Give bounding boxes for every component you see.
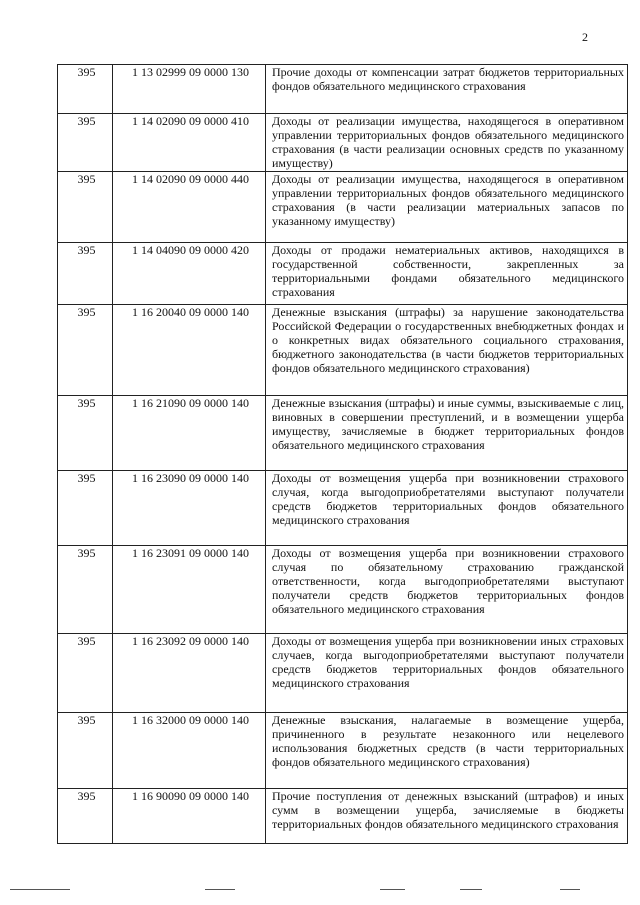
revenue-description-cell: Денежные взыскания (штрафы) и иные суммы, взыскиваемые с лиц, виновных в совершении преступлений, и в возмещении ущерба имуществу, зачисляемые в бюджет территориальных фондов обязательного медицинского страхования [266,396,628,471]
admin-code-cell: 395 [58,243,113,305]
revenue-description-cell: Прочие поступления от денежных взысканий (штрафов) и иных сумм в возмещении ущерба, зачисляемые в бюджеты территориальных фондов обязательного медицинского страхования [266,789,628,844]
budget-code-cell: 1 16 90090 09 0000 140 [113,789,266,844]
admin-code-cell: 395 [58,65,113,114]
table-row [58,789,628,844]
admin-code-cell: 395 [58,634,113,713]
table-row [58,243,628,305]
table-row [58,65,628,114]
budget-code-cell: 1 14 02090 09 0000 410 [113,114,266,172]
admin-code-cell: 395 [58,305,113,396]
admin-code-cell: 395 [58,789,113,844]
table-row [58,114,628,172]
revenue-description-cell: Денежные взыскания, налагаемые в возмещение ущерба, причиненного в результате незаконного или нецелевого использования бюджетных средств (в части территориальных фондов обязательного медицинского страхования) [266,713,628,789]
scan-edge-marks [0,889,640,895]
admin-code-cell: 395 [58,396,113,471]
budget-code-cell: 1 16 32000 09 0000 140 [113,713,266,789]
revenue-description-cell: Доходы от возмещения ущерба при возникновении иных страховых случаев, когда выгодоприобретателями выступают получатели средств бюджетов территориальных фондов обязательного медицинского страхования [266,634,628,713]
revenue-description-cell: Доходы от реализации имущества, находящегося в оперативном управлении территориальных фондов обязательного медицинского страхования (в части реализации материальных запасов по указанному имуществу) [266,172,628,243]
table-row [58,396,628,471]
revenue-description-cell: Денежные взыскания (штрафы) за нарушение законодательства Российской Федерации о государственных внебюджетных фондах и о конкретных видах обязательного социального страхования, бюджетного законодательства (в части бюджетов территориальных фондов обязательного медицинского страхования) [266,305,628,396]
revenue-description-cell: Доходы от возмещения ущерба при возникновении страхового случая, когда выгодоприобретателями выступают получатели средств бюджетов территориальных фондов обязательного медицинского страхования [266,471,628,546]
budget-code-cell: 1 16 20040 09 0000 140 [113,305,266,396]
table-row [58,634,628,713]
table-row [58,305,628,396]
budget-code-cell: 1 14 04090 09 0000 420 [113,243,266,305]
revenue-description-cell: Доходы от реализации имущества, находящегося в оперативном управлении территориальных фондов обязательного медицинского страхования (в части реализации основных средств по указанному имуществу) [266,114,628,172]
budget-code-cell: 1 13 02999 09 0000 130 [113,65,266,114]
revenue-description-cell: Прочие доходы от компенсации затрат бюджетов территориальных фондов обязательного медицинского страхования [266,65,628,114]
admin-code-cell: 395 [58,713,113,789]
admin-code-cell: 395 [58,471,113,546]
budget-code-cell: 1 16 23090 09 0000 140 [113,471,266,546]
revenue-description-cell: Доходы от возмещения ущерба при возникновении страхового случая по обязательному страхованию гражданской ответственности, когда выгодоприобретателями выступают получатели средств бюджетов территориальных фондов обязательного медицинского страхования [266,546,628,634]
table-row [58,546,628,634]
admin-code-cell: 395 [58,114,113,172]
budget-code-cell: 1 16 23091 09 0000 140 [113,546,266,634]
admin-code-cell: 395 [58,546,113,634]
revenue-description-cell: Доходы от продажи нематериальных активов, находящихся в государственной собственности, закрепленных за территориальными фондами обязательного медицинского страхования [266,243,628,305]
budget-code-cell: 1 14 02090 09 0000 440 [113,172,266,243]
revenue-codes-table [57,64,628,844]
budget-code-cell: 1 16 23092 09 0000 140 [113,634,266,713]
budget-code-cell: 1 16 21090 09 0000 140 [113,396,266,471]
admin-code-cell: 395 [58,172,113,243]
table-row [58,172,628,243]
table-row [58,471,628,546]
page-number: 2 [582,30,588,44]
table-row [58,713,628,789]
